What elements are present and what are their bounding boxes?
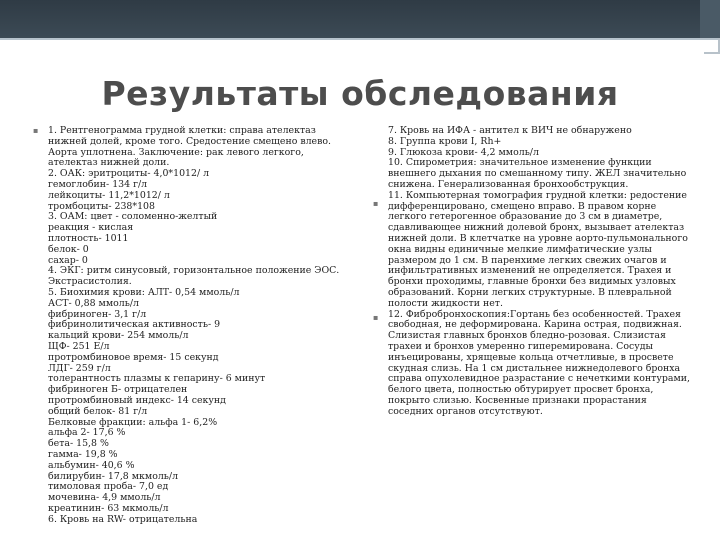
text-line: 10. Спирометрия: значительное изменение функции	[388, 157, 652, 169]
text-line: плотность- 1011	[48, 232, 129, 244]
text-line: покрыто слизью. Косвенные признаки прорастания	[388, 394, 647, 406]
text-line: белок- 0	[48, 243, 89, 255]
text-line: дифференцировано, смещено вправо. В правом корне	[388, 200, 657, 212]
text-line: АСТ- 0,88 ммоль/л	[48, 297, 139, 309]
text-line: сахар- 0	[48, 254, 88, 266]
text-line: ЩФ- 251 Е/л	[48, 340, 110, 352]
bullet-left-1: ▪	[33, 126, 39, 135]
text-line: инфильтративных изменений не определяется. Трахея и	[388, 265, 672, 277]
text-line: бета- 15,8 %	[48, 438, 109, 450]
text-line: 1. Рентгенограмма грудной клетки: справа ателектаз	[48, 125, 316, 136]
text-line: легкого гетерогенное образование до 3 см в диаметре,	[388, 211, 663, 223]
right-column-text	[388, 126, 700, 418]
bullet-right-11: ▪	[373, 199, 379, 208]
text-line: Экстрасистолия.	[48, 276, 132, 288]
text-line: скудная слизь. На 1 см дистальнее нижнедолевого бронха	[388, 362, 681, 374]
text-line: соседних органов отсутствуют.	[388, 405, 543, 417]
text-line: образований. Корни легких структурные. В плевральной	[388, 286, 672, 298]
text-line: креатинин- 63 мкмоль/л	[48, 502, 169, 514]
text-line: 8. Группа крови I, Rh+	[388, 135, 502, 147]
text-line: белого цвета, полностью обтурирует просвет бронха,	[388, 384, 654, 396]
text-line: трахеи и бронхов умеренно гиперемирована. Сосуды	[388, 340, 653, 352]
text-line: гамма- 19,8 %	[48, 448, 118, 460]
text-line: 3. ОАМ: цвет - соломенно-желтый	[48, 211, 218, 223]
text-line: 11. Компьютерная томография грудной клетки: редостение	[388, 189, 687, 201]
header-accent-line	[0, 38, 720, 40]
text-line: кальций крови- 254 ммоль/л	[48, 330, 189, 342]
text-line: ателектаз нижней доли.	[48, 157, 170, 169]
text-line: окна видны единичные мелкие лимфатические узлы	[388, 243, 652, 255]
text-line: альбумин- 40,6 %	[48, 459, 135, 471]
text-line: протромбиновый индекс- 14 секунд	[48, 394, 226, 406]
corner-accent	[704, 38, 720, 54]
text-line: протромбиновое время- 15 секунд	[48, 351, 219, 363]
slide-header-bar	[0, 0, 720, 38]
text-line: нижней доли. В клетчатке на уровне аорто-пульмонального	[388, 232, 688, 244]
text-line: 5. Биохимия крови: АЛТ- 0,54 ммоль/л	[48, 286, 240, 298]
text-line: фибриноген Б- отрицателен	[48, 384, 188, 396]
text-line: гемоглобин- 134 г/л	[48, 178, 148, 190]
text-line: свободная, не деформирована. Карина острая, подвижная.	[388, 319, 682, 331]
text-line: бронхи проходимы, главные бронхи без видимых узловых	[388, 276, 676, 288]
text-line: 4. ЭКГ: ритм синусовый, горизонтальное положение ЭОС.	[48, 265, 340, 277]
text-line: сдавливающее нижний долевой бронх, вызывает ателектаз	[388, 222, 685, 234]
text-line: инъецированы, хрящевые кольца отчетливые, в просвете	[388, 351, 674, 363]
text-line: реакция - кислая	[48, 222, 134, 234]
slide-header-corner	[700, 0, 720, 38]
text-line: 2. ОАК: эритроциты- 4,0*1012/ л	[48, 168, 210, 180]
text-line: альфа 2- 17,6 %	[48, 427, 126, 439]
text-line: снижена. Генерализованная бронхообструкция.	[388, 178, 629, 190]
text-line: мочевина- 4,9 ммоль/л	[48, 492, 161, 504]
text-line: тромбоциты- 238*108	[48, 200, 155, 212]
text-line: полости жидкости нет.	[388, 297, 503, 309]
text-line: толерантность плазмы к гепарину- 6 минут	[48, 373, 266, 385]
text-line: нижней долей, кроме того. Средостение смещено влево.	[48, 135, 332, 147]
text-line: тимоловая проба- 7,0 ед	[48, 481, 169, 493]
slide-title: Результаты обследования	[101, 74, 619, 113]
bullet-right-12: ▪	[373, 313, 379, 322]
text-line: фибриноген- 3,1 г/л	[48, 308, 147, 320]
text-line: билирубин- 17,8 мкмоль/л	[48, 470, 179, 482]
text-line: 9. Глюкоза крови- 4,2 ммоль/л	[388, 146, 539, 158]
text-line: Аорта уплотнена. Заключение: рак левого легкого,	[48, 146, 304, 158]
text-line: ЛДГ- 259 г/л	[48, 362, 111, 374]
text-line: 12. Фибробронхоскопия:Гортань без особенностей. Трахея	[388, 308, 681, 320]
text-line: фибринолитическая активность- 9	[48, 319, 221, 331]
text-line: справа опухолевидное разрастание с нечеткими контурами,	[388, 373, 691, 385]
text-line: Белковые фракции: альфа 1- 6,2%	[48, 416, 218, 428]
text-line: 6. Кровь на RW- отрицательна	[48, 513, 198, 525]
text-line: общий белок- 81 г/л	[48, 405, 148, 417]
left-column-text	[48, 126, 358, 525]
text-line: лейкоциты- 11,2*1012/ л	[48, 189, 170, 201]
text-line: внешнего дыхания по смешанному типу. ЖЕЛ значительно	[388, 168, 687, 180]
text-line: Слизистая главных бронхов бледно-розовая. Слизистая	[388, 330, 666, 342]
text-line: размером до 1 см. В паренхиме легких свежих очагов и	[388, 254, 667, 266]
text-line: 7. Кровь на ИФА - антител к ВИЧ не обнаружено	[388, 125, 632, 136]
